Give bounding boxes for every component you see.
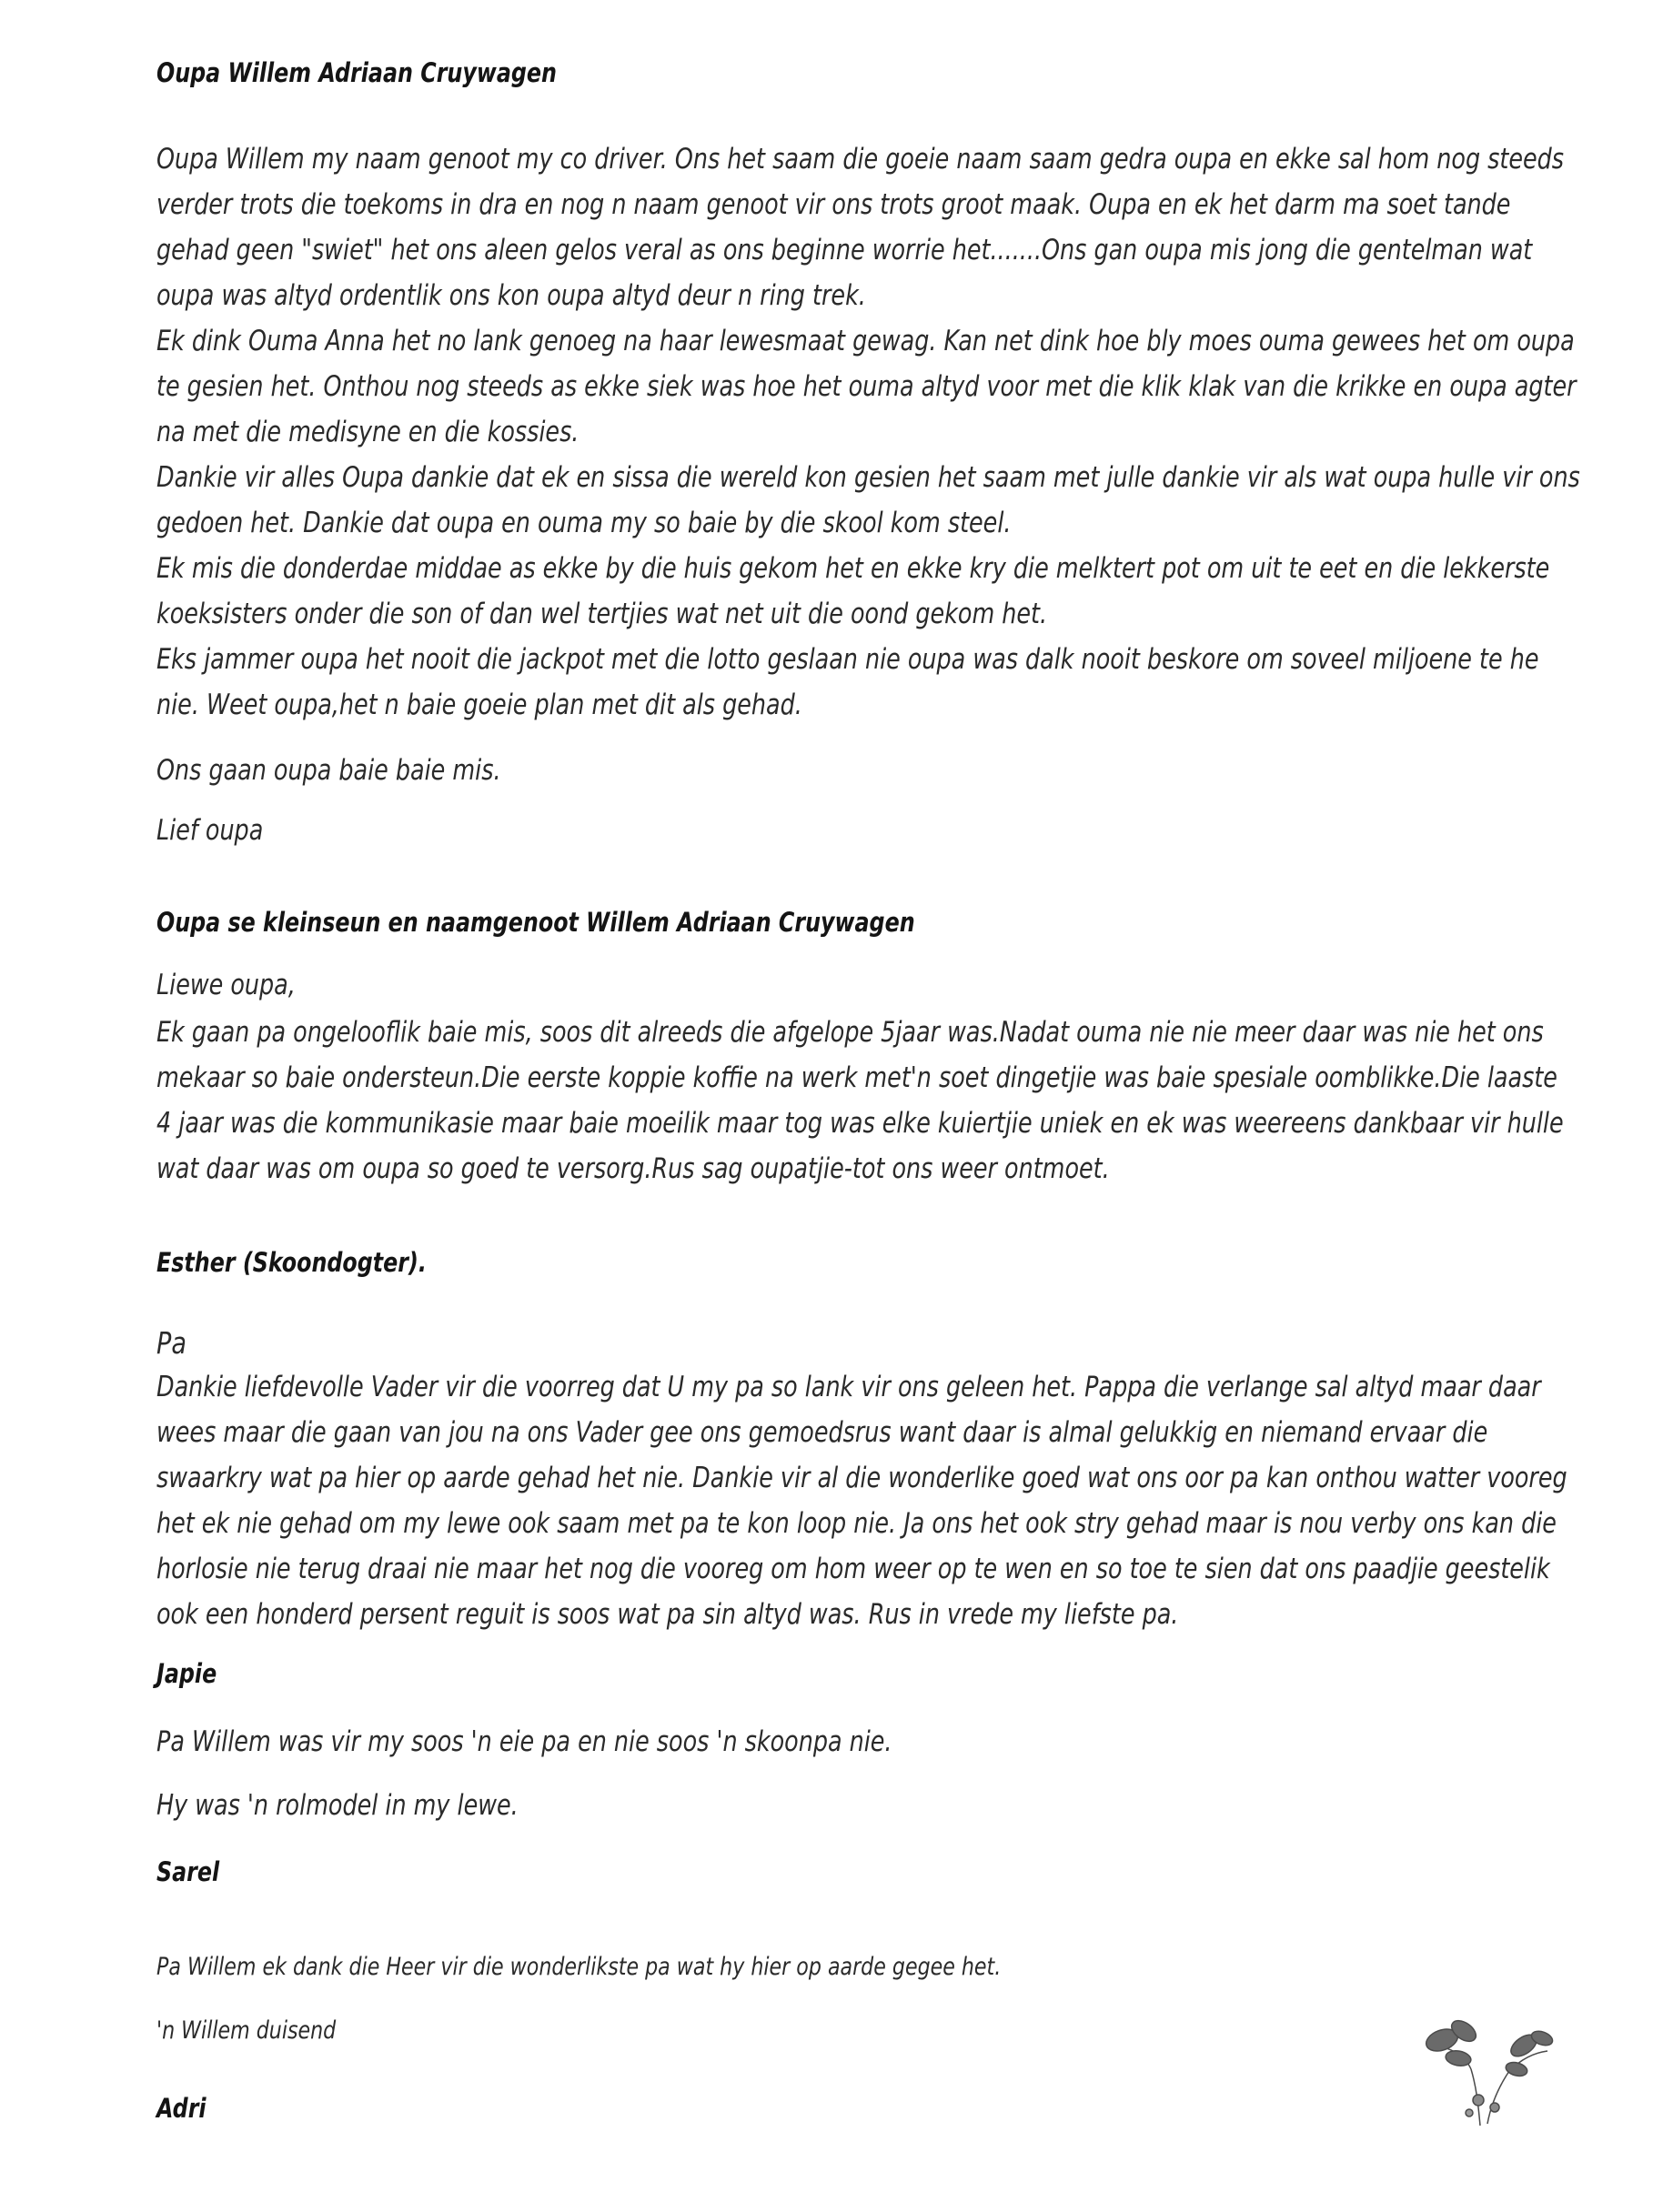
- section-heading-japie: Japie: [156, 1658, 217, 1689]
- tribute-paragraph-namesake: [156, 1010, 1564, 1191]
- tribute-paragraph-grandson: [156, 136, 1580, 728]
- section-heading-oupa-willem: Oupa Willem Adriaan Cruywagen: [156, 57, 557, 88]
- section-heading-adri: Adri: [156, 2093, 207, 2124]
- tribute-line: 'n Willem duisend: [156, 2016, 337, 2045]
- section-heading-grandson-namesake: Oupa se kleinseun en naamgenoot Willem Adriaan Cruywagen: [156, 907, 915, 938]
- text-line: na met die medisyne en die kossies.: [156, 416, 580, 448]
- text-line: Dankie liefdevolle Vader vir die voorreg dat U my pa so lank vir ons geleen het. Pappa die verlange sal altyd maar daar: [156, 1371, 1541, 1403]
- text-line: 4 jaar was die kommunikasie maar baie moeilik maar tog was elke kuiertjie uniek en ek was weereens dankbaar vir hulle: [156, 1107, 1564, 1140]
- text-line: Oupa Willem my naam genoot my co driver. Ons het saam die goeie naam saam gedra oupa en ekke sal hom nog steeds: [156, 143, 1565, 176]
- text-line: gedoen het. Dankie dat oupa en ouma my so baie by die skool kom steel.: [156, 507, 1012, 539]
- text-line: Ek dink Ouma Anna het no lank genoeg na haar lewesmaat gewag. Kan net dink hoe bly moes ouma gewees het om oupa: [156, 325, 1575, 357]
- text-line: ook een honderd persent reguit is soos wat pa sin altyd was. Rus in vrede my liefste pa.: [156, 1598, 1179, 1631]
- plant-sprig-icon: [1415, 2006, 1560, 2133]
- text-line: gehad geen "swiet" het ons aleen gelos veral as ons beginne worrie het.......Ons gan oupa mis jong die gentelman wat: [156, 234, 1533, 266]
- text-line: mekaar so baie ondersteun.Die eerste koppie koffie na werk met'n soet dingetjie was baie spesiale oomblikke.Die laaste: [156, 1061, 1557, 1094]
- text-line: nie. Weet oupa,het n baie goeie plan met dit als gehad.: [156, 689, 802, 721]
- text-line: wat daar was om oupa so goed te versorg.Rus sag oupatjie-tot ons weer ontmoet.: [156, 1152, 1110, 1185]
- text-line: verder trots die toekoms in dra en nog n naam genoot vir ons trots groot maak. Oupa en ek het darm ma soet tande: [156, 188, 1511, 221]
- greeting: Pa: [156, 1325, 186, 1361]
- greeting: Liewe oupa,: [156, 969, 296, 1001]
- text-line: Ek gaan pa ongelooflik baie mis, soos dit alreeds die afgelope 5jaar was.Nadat ouma nie nie meer daar was nie het ons: [156, 1016, 1544, 1049]
- tribute-line: Pa Willem ek dank die Heer vir die wonderlikste pa wat hy hier op aarde gegee het.: [156, 1953, 1002, 1981]
- tribute-line: Pa Willem was vir my soos 'n eie pa en nie soos 'n skoonpa nie.: [156, 1725, 892, 1758]
- closing-signoff: Lief oupa: [156, 814, 264, 847]
- text-line: het ek nie gehad om my lewe ook saam met pa te kon loop nie. Ja ons het ook stry gehad maar is nou verby ons kan die: [156, 1507, 1557, 1540]
- section-heading-sarel: Sarel: [156, 1856, 220, 1887]
- closing-line: Ons gaan oupa baie baie mis.: [156, 754, 501, 787]
- tribute-paragraph-esther: [156, 1364, 1567, 1637]
- text-line: oupa was altyd ordentlik ons kon oupa altyd deur n ring trek.: [156, 279, 866, 312]
- text-line: Ek mis die donderdae middae as ekke by die huis gekom het en ekke kry die melktert pot om uit te eet en die lekkerste: [156, 552, 1550, 585]
- text-line: horlosie nie terug draai nie maar het nog die vooreg om hom weer op te wen en so toe te sien dat ons paadjie geestelik: [156, 1553, 1550, 1585]
- text-line: Eks jammer oupa het nooit die jackpot met die lotto geslaan nie oupa was dalk nooit beskore om soveel miljoene te he: [156, 643, 1539, 676]
- text-line: koeksisters onder die son of dan wel tertjies wat net uit die oond gekom het.: [156, 598, 1048, 630]
- text-line: Dankie vir alles Oupa dankie dat ek en sissa die wereld kon gesien het saam met julle dankie vir als wat oupa hulle vir ons: [156, 461, 1580, 494]
- section-heading-esther: Esther (Skoondogter).: [156, 1247, 427, 1278]
- tribute-line: Hy was 'n rolmodel in my lewe.: [156, 1789, 519, 1822]
- text-line: te gesien het. Onthou nog steeds as ekke siek was hoe het ouma altyd voor met die klik klak van die krikke en oupa agter: [156, 370, 1577, 403]
- text-line: wees maar die gaan van jou na ons Vader gee ons gemoedsrus want daar is almal gelukkig en niemand ervaar die: [156, 1416, 1488, 1449]
- text-line: swaarkry wat pa hier op aarde gehad het nie. Dankie vir al die wonderlike goed wat ons oor pa kan onthou watter vooreg: [156, 1462, 1567, 1494]
